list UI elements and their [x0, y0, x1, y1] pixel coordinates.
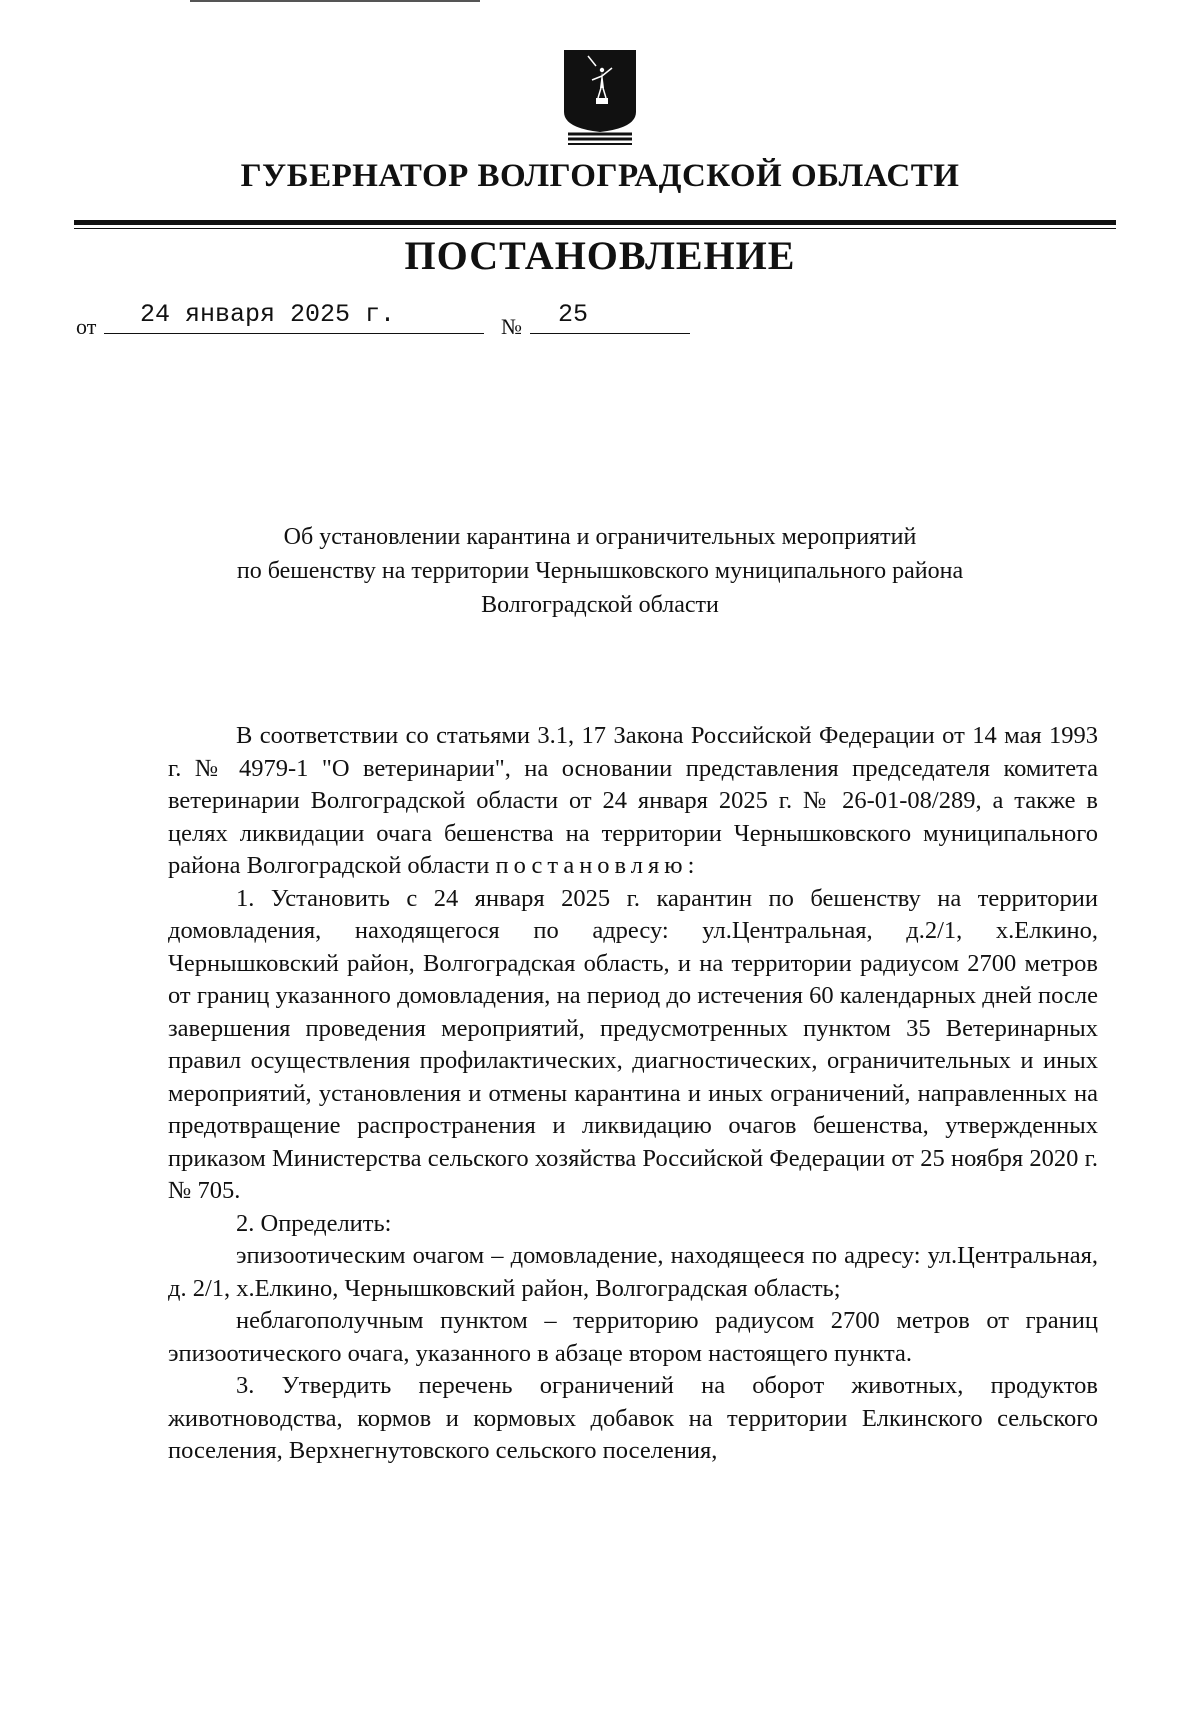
document-subject: [120, 520, 1080, 622]
body-paragraph: эпизоотическим очагом – домовладение, находящееся по адресу: ул.Центральная, д. 2/1, х.Елкино, Чернышковский район, Волгоградская область;: [168, 1242, 1098, 1302]
document-number: 25: [530, 300, 690, 334]
organization-title: ГУБЕРНАТОР ВОЛГОГРАДСКОЙ ОБЛАСТИ: [240, 158, 960, 194]
subject-line: по бешенству на территории Чернышковского муниципального района: [236, 558, 964, 584]
body-paragraph: 2. Определить:: [236, 1209, 392, 1237]
body-paragraph: 1. Установить с 24 января 2025 г. карантин по бешенству на территории домовладения, находящегося по адресу: ул.Центральная, д.2/1, х.Елкино, Чернышковский район, Волгоградская область, и на территории радиусом 2700 метров от границ указанного домовладения, на период до истечения 60 календарных дней после завершения проведения мероприятий, предусмотренных пунктом 35 Ветеринарных правил осуществления профилактических, диагностических, ограничительных и иных мероприятий, установления и отмены карантина и иных ограничений, направленных на предотвращение распространения и ликвидацию очагов бешенства, утвержденных приказом Министерства сельского хозяйства Российской Федерации от 25 ноября 2020 г. № 705.: [168, 884, 1098, 1204]
subject-line: Об установлении карантина и ограничительных мероприятий: [283, 524, 917, 550]
body-paragraph: [168, 720, 1098, 883]
body-paragraph: 3. Утвердить перечень ограничений на оборот животных, продуктов животноводства, кормов и кормовых добавок на территории Елкинского сельского поселения, Верхнегнутовского сельского поселения,: [168, 1372, 1098, 1464]
document-date: 24 января 2025 г.: [104, 300, 484, 334]
body-paragraph-text: В соответствии со статьями 3.1, 17 Закона Российской Федерации от 14 мая 1993 г. № 4979-1 "О ветеринарии", на основании представления председателя комитета ветеринарии Волгоградской области от 24 января 2025 г. № 26-01-08/289, а также в целях ликвидации очага бешенства на территории Чернышковского муниципального района Волгоградской области: [168, 722, 1098, 879]
subject-line: Волгоградской области: [481, 592, 719, 618]
header-rule-thin: [74, 228, 1116, 229]
document-type-title: ПОСТАНОВЛЕНИЕ: [404, 233, 796, 278]
date-label: от: [76, 314, 97, 339]
document-body: [168, 720, 1098, 1468]
decree-word: постановляю:: [495, 852, 700, 879]
body-paragraph: неблагополучным пунктом – территорию радиусом 2700 метров от границ эпизоотического очага, указанного в абзаце втором настоящего пункта.: [168, 1307, 1098, 1367]
header-rule-thick: [74, 220, 1116, 225]
volgograd-coat-of-arms-icon: [562, 48, 638, 146]
scan-artifact: [190, 0, 480, 2]
number-label: №: [501, 314, 522, 339]
